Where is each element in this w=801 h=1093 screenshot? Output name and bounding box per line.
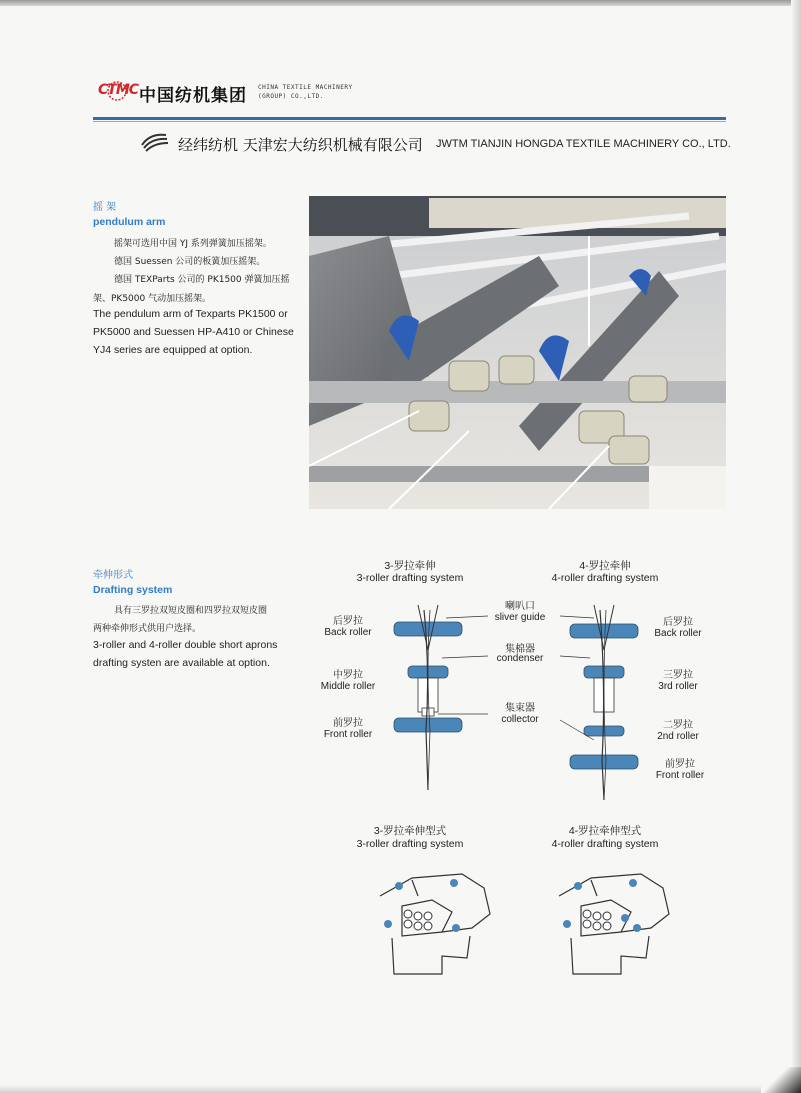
page-corner-shadow bbox=[761, 1067, 801, 1093]
right-2nd-roller-en: 2nd roller bbox=[657, 731, 699, 742]
bottom-left-title-en: 3-roller drafting system bbox=[356, 838, 464, 850]
3-roller-frame-sketch bbox=[372, 866, 497, 978]
condenser-cn: 集棉器 bbox=[505, 644, 535, 655]
right-edge-shadow bbox=[791, 0, 801, 1093]
drafting-title-cn: 牵伸形式 bbox=[93, 570, 133, 581]
right-front-roller-en: Front roller bbox=[655, 770, 705, 781]
4-roller-frame-sketch bbox=[551, 866, 676, 978]
drafting-cn-line: 两种牵伸形式供用户选择。 bbox=[93, 624, 202, 634]
group-name-en-line1: CHINA TEXTILE MACHINERY bbox=[258, 84, 353, 91]
right-back-roller-cn: 后罗拉 bbox=[663, 617, 693, 628]
drafting-cn-line: 具有三罗拉双短皮圈和四罗拉双短皮圈 bbox=[114, 606, 268, 616]
drafting-en-line: 3-roller and 4-roller double short aprons bbox=[93, 639, 278, 651]
drafting-en-line: drafting systen are available at option. bbox=[93, 657, 270, 669]
company-name-cn: 经纬纺机 天津宏大纺织机械有限公司 bbox=[178, 136, 423, 154]
bottom-right-title-cn: 4-罗拉牵伸型式 bbox=[568, 825, 642, 837]
left-middle-roller-en: Middle roller bbox=[320, 681, 376, 692]
header-rule bbox=[93, 117, 726, 120]
pendulum-cn-line: 德国 Suessen 公司的板簧加压摇架。 bbox=[114, 257, 266, 267]
group-name-en-line2: (GROUP) CO.,LTD. bbox=[258, 93, 324, 100]
pendulum-cn-line: 德国 TEXParts 公司的 PK1500 弹簧加压摇 bbox=[114, 275, 290, 285]
bottom-edge-shadow bbox=[0, 1085, 801, 1093]
top-edge bbox=[0, 0, 801, 6]
pendulum-title-cn: 摇 架 bbox=[93, 202, 117, 213]
left-back-roller-en: Back roller bbox=[324, 627, 372, 638]
drafting-title-en: Drafting system bbox=[93, 584, 173, 596]
bottom-right-title-en: 4-roller drafting system bbox=[551, 838, 659, 850]
pendulum-cn-line: 架、PK5000 气动加压摇架。 bbox=[93, 294, 212, 304]
pendulum-arm-photo bbox=[309, 196, 726, 509]
left-diagram-title-cn: 3-罗拉牵伸 bbox=[384, 560, 436, 572]
left-back-roller-cn: 后罗拉 bbox=[333, 616, 363, 627]
left-front-roller-cn: 前罗拉 bbox=[333, 718, 363, 729]
left-front-roller-en: Front roller bbox=[323, 729, 373, 740]
collector-en: collector bbox=[501, 714, 539, 725]
right-back-roller-en: Back roller bbox=[654, 628, 702, 639]
logo-text: CTMC bbox=[98, 82, 139, 98]
pendulum-en-line: YJ4 series are equipped at option. bbox=[93, 344, 253, 356]
group-name-cn: 中国纺机集团 bbox=[139, 86, 247, 106]
left-middle-roller-cn: 中罗拉 bbox=[333, 670, 363, 681]
pendulum-title-en: pendulum arm bbox=[93, 216, 166, 228]
condenser-en: condenser bbox=[496, 653, 544, 664]
collector-cn: 集束器 bbox=[505, 703, 535, 714]
right-3rd-roller-en: 3rd roller bbox=[658, 681, 698, 692]
jwtm-swirl-icon bbox=[140, 131, 170, 153]
right-diagram-title-cn: 4-罗拉牵伸 bbox=[579, 560, 631, 572]
right-front-roller-cn: 前罗拉 bbox=[665, 759, 695, 770]
right-3rd-roller-cn: 三罗拉 bbox=[663, 670, 693, 681]
sliver-guide-en: sliver guide bbox=[494, 612, 546, 623]
pendulum-en-line: PK5000 and Suessen HP-A410 or Chinese bbox=[93, 326, 294, 338]
pendulum-en-line: The pendulum arm of Texparts PK1500 or bbox=[93, 308, 288, 320]
right-diagram-title-en: 4-roller drafting system bbox=[551, 572, 659, 584]
sliver-guide-cn: 喇叭口 bbox=[505, 601, 535, 612]
drafting-rollers-diagram bbox=[380, 590, 670, 810]
right-2nd-roller-cn: 二罗拉 bbox=[663, 720, 693, 731]
pendulum-cn-line: 摇架可选用中国 YJ 系列弹簧加压摇架。 bbox=[114, 239, 272, 249]
left-diagram-title-en: 3-roller drafting system bbox=[356, 572, 464, 584]
header-rule-thin bbox=[93, 121, 726, 122]
company-name-en: JWTM TIANJIN HONGDA TEXTILE MACHINERY CO., LTD. bbox=[436, 138, 731, 150]
bottom-left-title-cn: 3-罗拉牵伸型式 bbox=[373, 825, 447, 837]
